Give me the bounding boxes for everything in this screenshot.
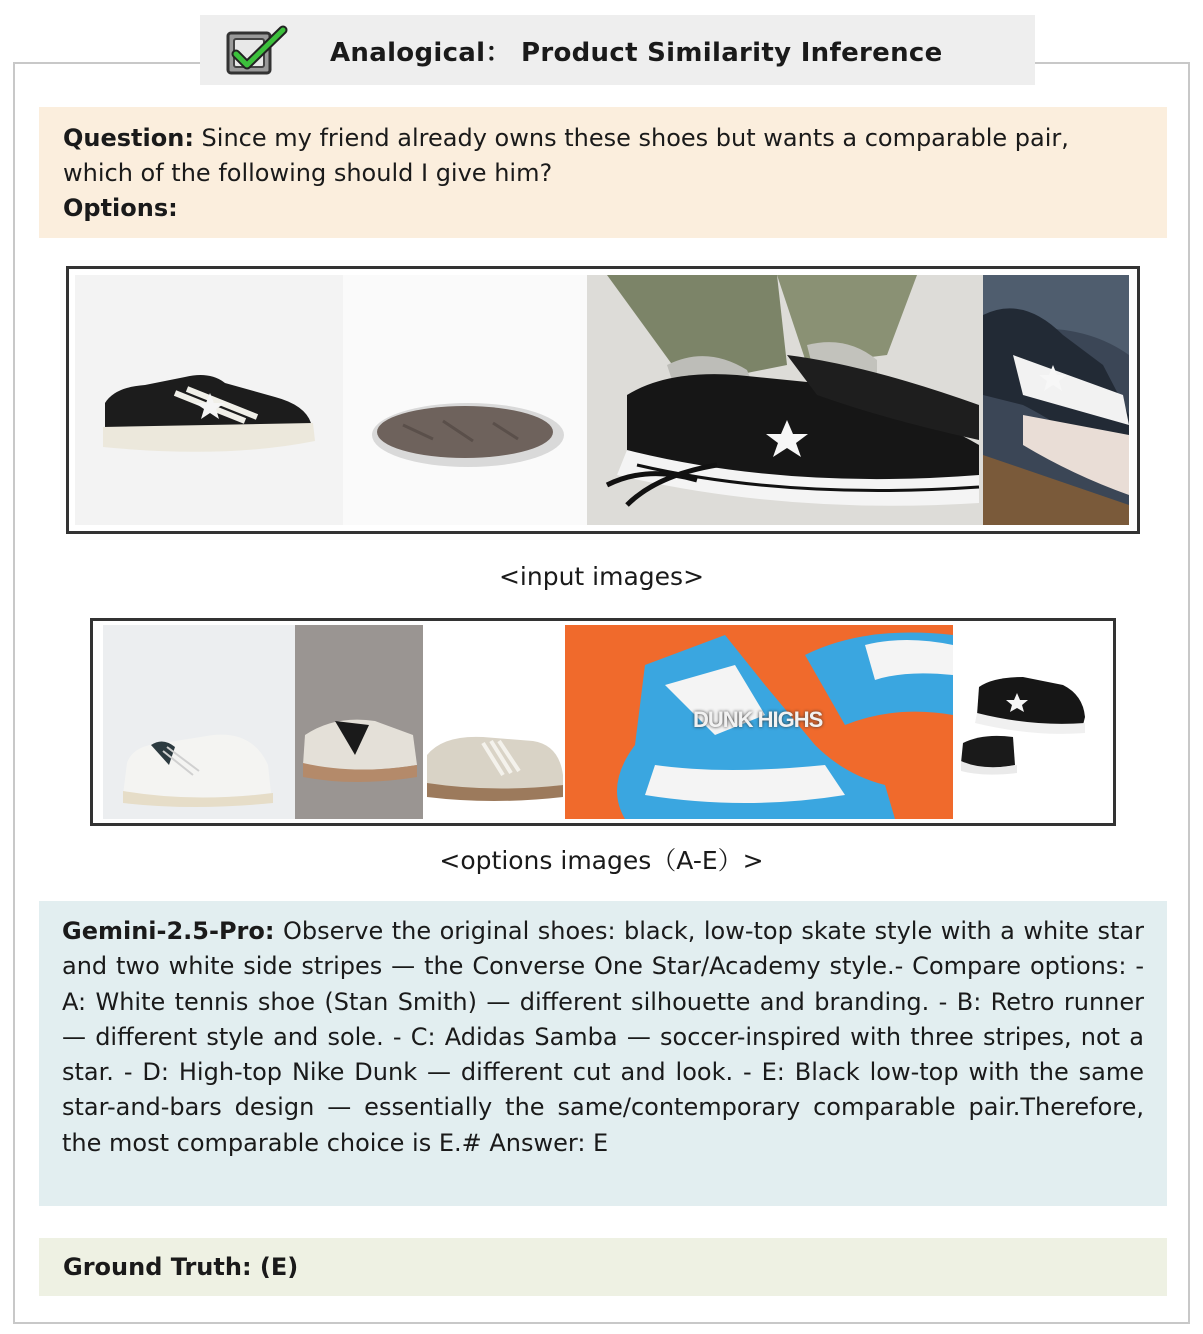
question-text: Since my friend already owns these shoes but wants a comparable pair, which of the following should I give him? [63, 124, 1069, 187]
input-images-caption: <input images> [498, 562, 705, 591]
options-label: Options: [63, 194, 178, 222]
question-label: Question: [63, 124, 194, 152]
option-image-b [295, 625, 423, 819]
input-image-4 [983, 275, 1129, 525]
options-images-caption: <options images（A-E）> [439, 846, 764, 875]
option-image-a [103, 625, 295, 819]
option-image-d [565, 625, 953, 819]
ground-truth-panel [39, 1238, 1167, 1296]
options-images-strip [90, 618, 1116, 826]
input-image-3 [587, 275, 983, 525]
question-panel [39, 107, 1167, 238]
page-title: Analogical： Product Similarity Inference [330, 37, 943, 68]
option-image-c [423, 625, 565, 819]
input-image-2 [343, 275, 587, 525]
card-header [200, 15, 1035, 85]
option-d-overlay-text: DUNK HIGHS [693, 707, 823, 732]
checkbox-checked-icon [225, 24, 289, 78]
model-answer-label: Gemini-2.5-Pro: [62, 917, 275, 945]
model-answer-text: Observe the original shoes: black, low-top skate style with a white star and two white side stripes — the Converse One Star/Academy style.- Compare options: - A: White tennis shoe (Stan Smith) — different silhouette and branding. - B: Retro runner — different style and sole. - C: Adidas Samba — soccer-inspired with three stripes, not a star. - D: High-top Nike Dunk — different cut and look. - E: Black low-top with the same star-and-bars design — essentially the same/contemporary comparable pair.Therefore, the most comparable choice is E.# Answer: E [62, 917, 1144, 1157]
ground-truth-text: Ground Truth: (E) [63, 1253, 299, 1281]
input-images-strip [66, 266, 1140, 534]
input-image-1 [75, 275, 343, 525]
model-answer-panel [39, 901, 1167, 1206]
option-image-e [953, 625, 1109, 819]
